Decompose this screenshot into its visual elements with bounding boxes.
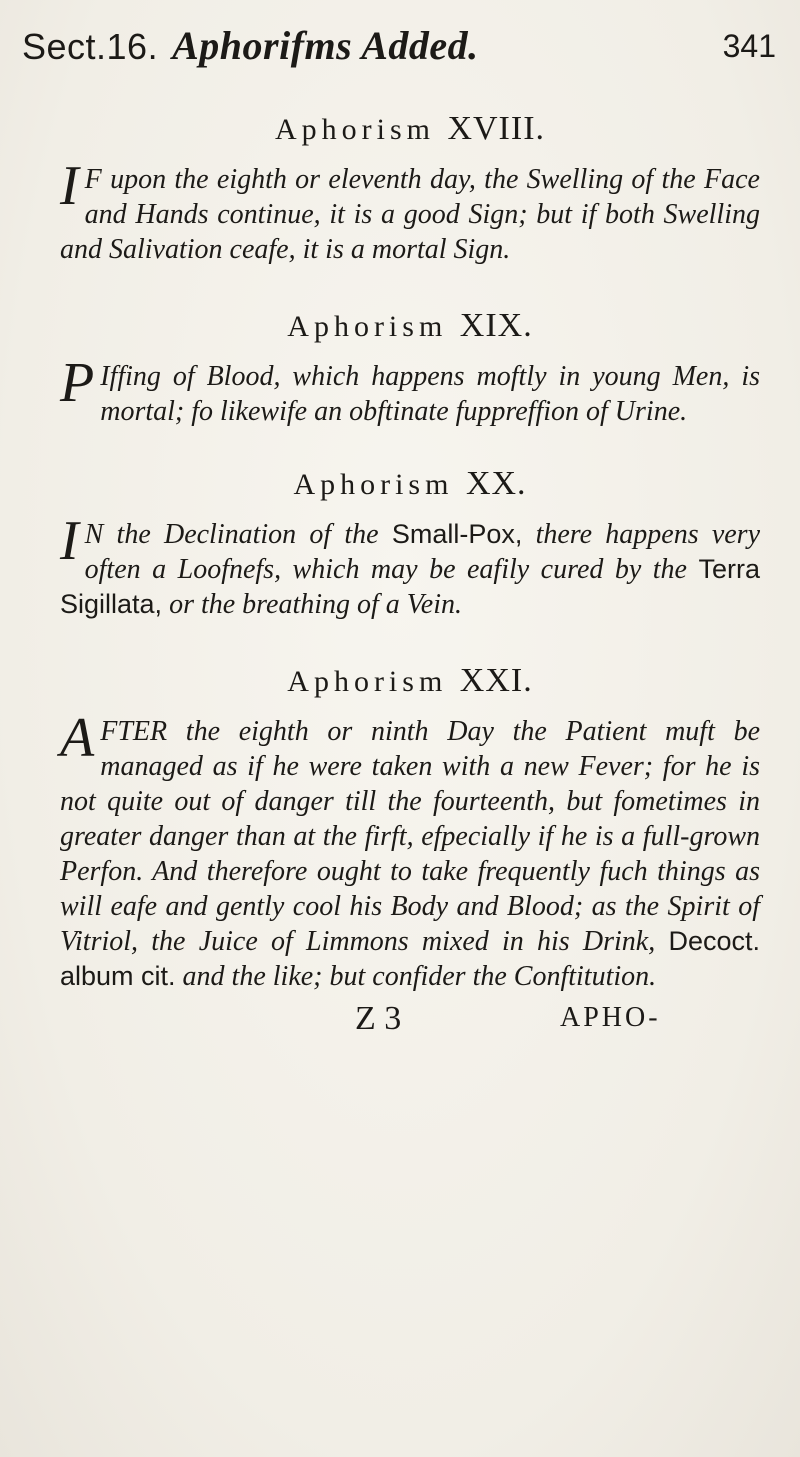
- roman-term: Terra Sigillata,: [60, 554, 760, 619]
- drop-capital: I: [60, 155, 79, 217]
- aphorism-number: XVIII.: [447, 110, 546, 147]
- header-title: Aphorifms Added.: [172, 23, 479, 68]
- drop-capital: I: [60, 510, 79, 572]
- aphorism-heading: [60, 662, 760, 700]
- signature-mark: Z 3: [355, 1000, 402, 1037]
- aphorism-body-start: N the Declination of the: [84, 519, 392, 550]
- aphorism-text: [60, 707, 760, 994]
- aphorism-body-middle: there happens very often a Loofnefs, which may be eafily cured by the: [84, 519, 760, 585]
- aphorism-19: [60, 307, 760, 429]
- aphorism-heading: [60, 307, 760, 345]
- aphorism-number: XIX.: [459, 307, 533, 344]
- roman-term: Decoct. album cit.: [60, 926, 760, 991]
- aphorism-body-end: or the breathing of a Vein.: [162, 589, 462, 620]
- running-header: [22, 22, 776, 94]
- aphorism-number: XXI.: [459, 662, 533, 699]
- aphorism-number: XX.: [465, 465, 527, 502]
- aphorism-body-end: and the like; but confider the Conftitution.: [175, 961, 657, 992]
- aphorism-body-start: FTER the eighth or ninth Day the Patient muft be managed as if he were taken with a new Fever; for he is not quite out of danger till the fourteenth, but fometimes in greater danger than at the firft, efpecially if he is a full-grown Perfon. And therefore ought to take frequently fuch things as will eafe and gently cool his Body and Blood; as the Spirit of Vitriol, the Juice of Limmons mixed in his Drink,: [60, 716, 760, 957]
- aphorism-label: Aphorism: [287, 310, 448, 343]
- aphorism-18: [60, 110, 760, 267]
- aphorism-heading: [60, 465, 760, 503]
- aphorism-text: [60, 352, 760, 429]
- drop-capital: P: [60, 352, 95, 414]
- aphorism-label: Aphorism: [293, 468, 454, 501]
- aphorism-body: F upon the eighth or eleventh day, the Swelling of the Face and Hands continue, it is a good Sign; but if both Swelling and Salivation ceafe, it is a mortal Sign.: [60, 164, 760, 265]
- aphorism-label: Aphorism: [274, 113, 435, 146]
- page-footer: [0, 1000, 800, 1050]
- aphorism-label: Aphorism: [287, 665, 448, 698]
- aphorism-21: [60, 662, 760, 994]
- aphorism-text: [60, 510, 760, 622]
- page-number: 341: [722, 28, 776, 64]
- drop-capital: A: [60, 707, 95, 769]
- page-body: [60, 110, 760, 1032]
- aphorism-text: [60, 155, 760, 267]
- header-title-line: [22, 22, 479, 69]
- roman-term: Small-Pox,: [391, 519, 523, 549]
- section-label: Sect.16.: [22, 26, 159, 67]
- aphorism-heading: [60, 110, 760, 148]
- aphorism-body: Iffing of Blood, which happens moftly in young Men, is mortal; fo likewife an obftinate fuppreffion of Urine.: [100, 361, 760, 427]
- aphorism-20: [60, 465, 760, 622]
- catchword: APHO-: [560, 1002, 661, 1033]
